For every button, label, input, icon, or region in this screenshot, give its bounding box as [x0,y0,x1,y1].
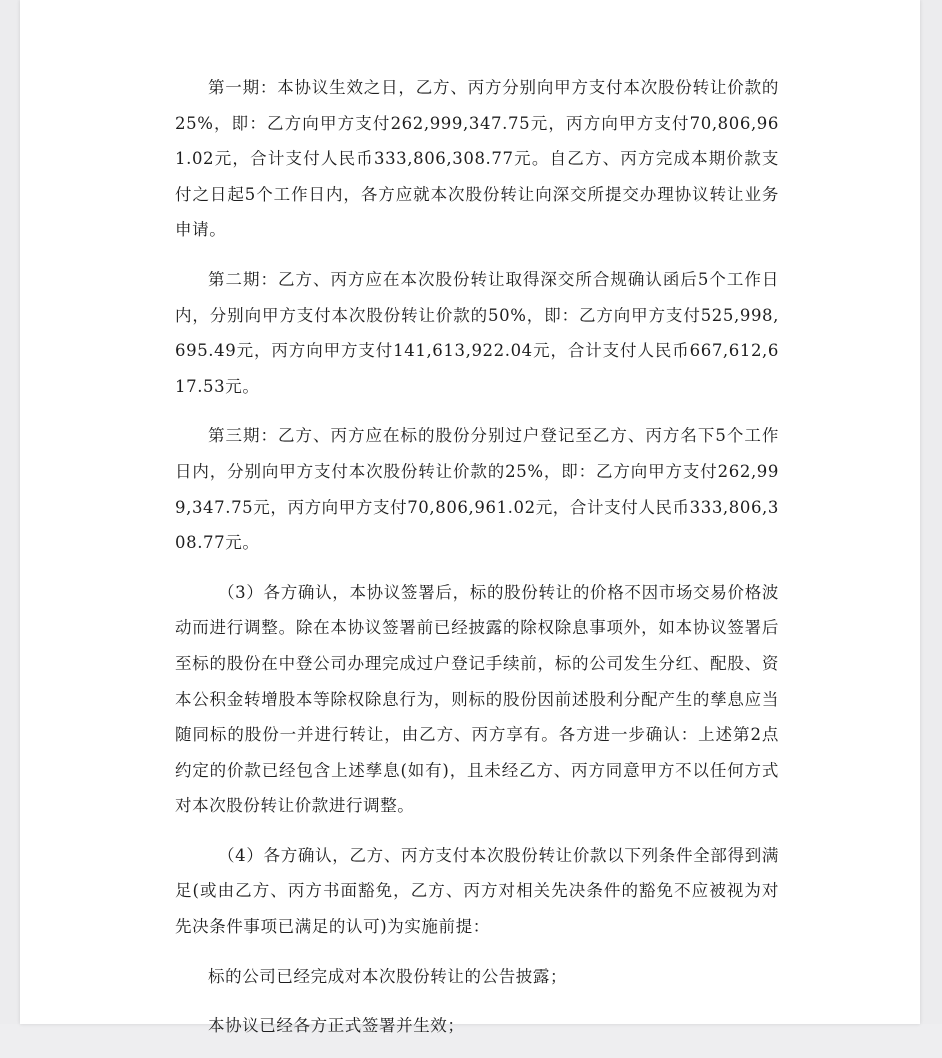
paragraph-condition-1: 标的公司已经完成对本次股份转让的公告披露； [208,966,568,986]
document-page [20,0,920,1036]
paragraph-clause-3: （3）各方确认，本协议签署后，标的股份转让的价格不因市场交易价格波动而进行调整。除在本协议签署前已经披露的除权除息事项外，如本协议签署后至标的股份在中登公司办理完成过户登记手续前，标的公司发生分红、配股、资本公积金转增股本等除权除息行为，则标的股份因前述股利分配产生的孳息应当随同标的股份一并进行转让，由乙方、丙方享有。各方进一步确认：上述第2点约定的价款已经包含上述孳息(如有)，且未经乙方、丙方同意甲方不以任何方式对本次股份转让价款进行调整。 [175,582,779,816]
paragraph-phase-3: 第三期：乙方、丙方应在标的股份分别过户登记至乙方、丙方名下5个工作日内，分别向甲方支付本次股份转让价款的25%，即：乙方向甲方支付262,999,347.75元，丙方向甲方支付70,806,961.02元，合计支付人民币333,806,308.77元。 [175,426,779,553]
paragraph-condition-2: 本协议已经各方正式签署并生效； [208,1016,465,1036]
paragraph-phase-2: 第二期：乙方、丙方应在本次股份转让取得深交所合规确认函后5个工作日内，分别向甲方支付本次股份转让价款的50%，即：乙方向甲方支付525,998,695.49元，丙方向甲方支付141,613,922.04元，合计支付人民币667,612,617.53元。 [175,269,779,396]
paragraph-clause-4: （4）各方确认，乙方、丙方支付本次股份转让价款以下列条件全部得到满足(或由乙方、丙方书面豁免，乙方、丙方对相关先决条件的豁免不应被视为对先决条件事项已满足的认可)为实施前提： [175,845,779,937]
page-content [175,70,779,1058]
paragraph-phase-1: 第一期：本协议生效之日，乙方、丙方分别向甲方支付本次股份转让价款的25%，即：乙方向甲方支付262,999,347.75元，丙方向甲方支付70,806,961.02元，合计支付人民币333,806,308.77元。自乙方、丙方完成本期价款支付之日起5个工作日内，各方应就本次股份转让向深交所提交办理协议转让业务申请。 [175,78,779,240]
